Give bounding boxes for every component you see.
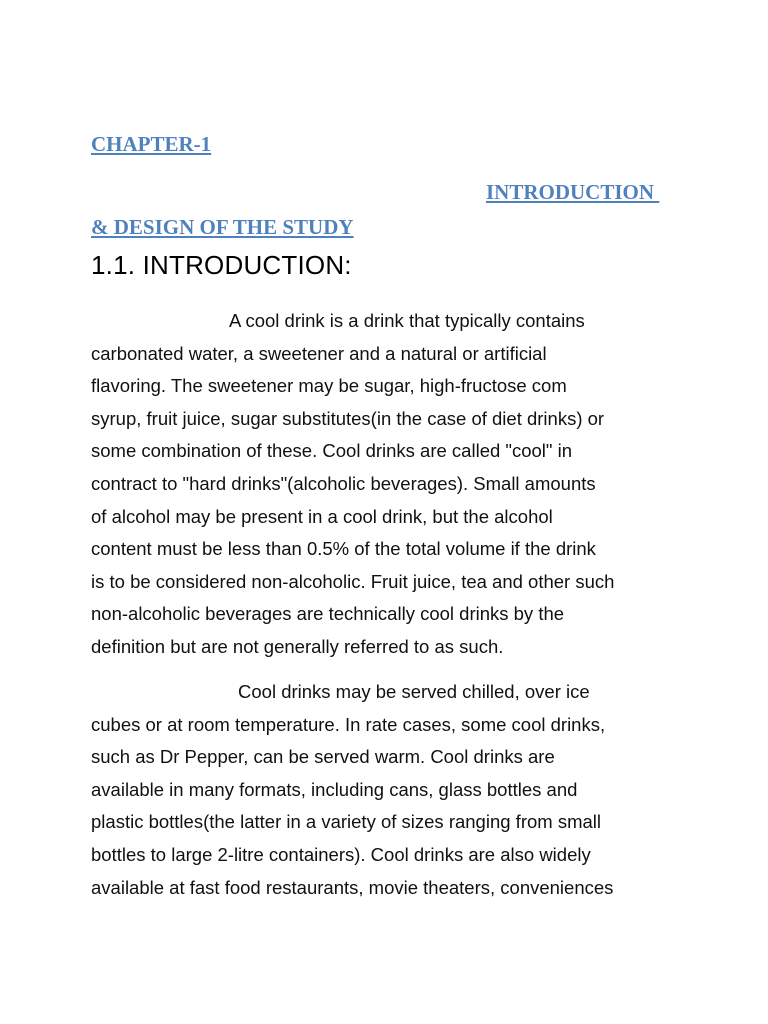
paragraph-2 [91, 676, 691, 904]
paragraph-line: Cool drinks may be served chilled, over ice [238, 681, 590, 702]
paragraph-line: is to be considered non-alcoholic. Fruit juice, tea and other such [91, 570, 615, 592]
paragraph-line: syrup, fruit juice, sugar substitutes(in the case of diet drinks) or [91, 407, 605, 429]
paragraph-line: A cool drink is a drink that typically contains [229, 310, 585, 331]
paragraph-line: contract to "hard drinks"(alcoholic beverages). Small amounts [91, 472, 596, 494]
paragraph-line: of alcohol may be present in a cool drink, but the alcohol [91, 505, 553, 527]
paragraph-line: cubes or at room temperature. In rate cases, some cool drinks, [91, 713, 606, 735]
paragraph-line: some combination of these. Cool drinks are called "cool" in [91, 440, 573, 462]
design-of-study-heading: & DESIGN OF THE STUDY [91, 215, 354, 239]
paragraph-line: available at fast food restaurants, movie theaters, conveniences [91, 876, 614, 898]
paragraph-1 [91, 305, 691, 664]
paragraph-line: definition but are not generally referred to as such. [91, 635, 504, 657]
paragraph-line: non-alcoholic beverages are technically cool drinks by the [91, 603, 565, 625]
paragraph-line: carbonated water, a sweetener and a natural or artificial [91, 342, 547, 364]
paragraph-line: available in many formats, including cans, glass bottles and [91, 778, 578, 800]
paragraph-line: bottles to large 2-litre containers). Cool drinks are also widely [91, 843, 591, 865]
chapter-heading: CHAPTER-1 [91, 132, 212, 156]
paragraph-line: such as Dr Pepper, can be served warm. Cool drinks are [91, 746, 555, 768]
paragraph-line: content must be less than 0.5% of the total volume if the drink [91, 538, 596, 560]
introduction-heading: INTRODUCTION [486, 180, 660, 204]
paragraph-line: plastic bottles(the latter in a variety of sizes ranging from small [91, 811, 601, 833]
section-title: 1.1. INTRODUCTION: [91, 250, 352, 280]
paragraph-line: flavoring. The sweetener may be sugar, high-fructose com [91, 375, 567, 397]
